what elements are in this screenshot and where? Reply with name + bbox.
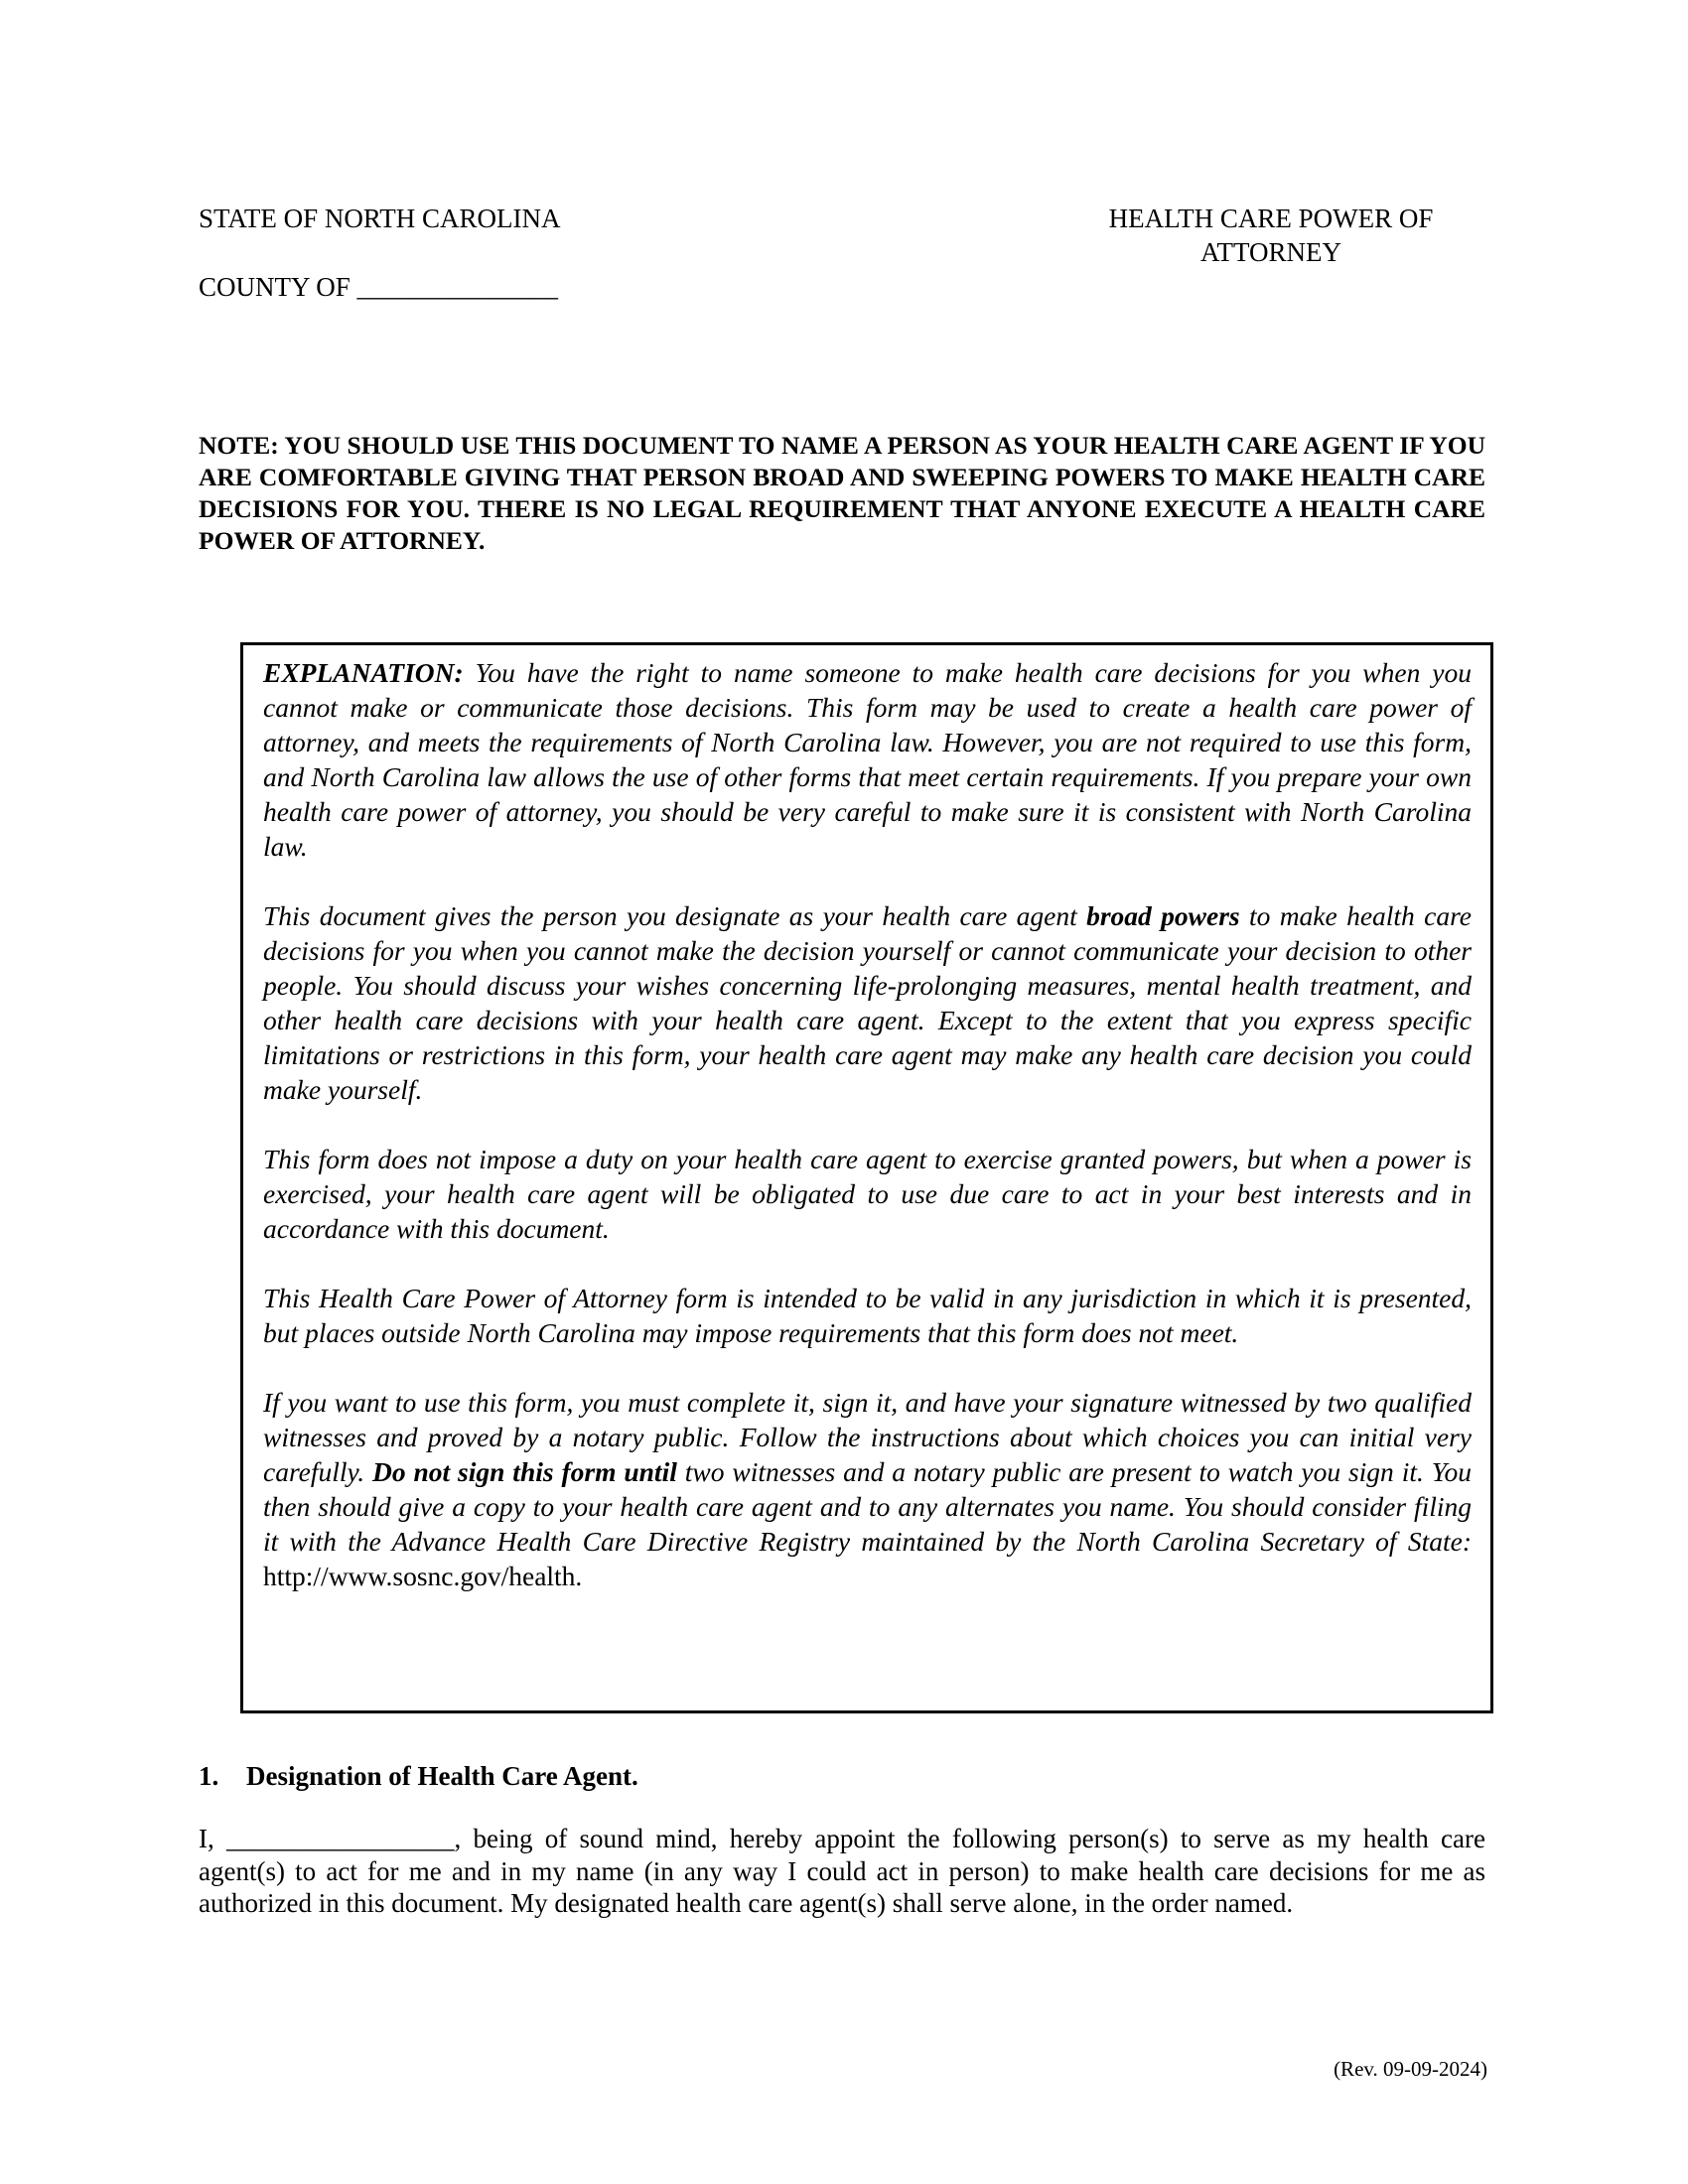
broad-powers-emphasis: broad powers [1086, 900, 1240, 931]
explanation-p2-before: This document gives the person you designate as your health care agent [263, 900, 1087, 931]
state-heading: STATE OF NORTH CAROLINA [199, 204, 561, 233]
explanation-p5-after: two witnesses and a notary public are present to watch you sign it. You then should give a copy to your health care agent and to any alternates you name. You should consider filing it with the Advance Health Care Directive Registry maintained by the North Carolina Secretary of State: [263, 1456, 1473, 1557]
explanation-p1-text: You have the right to name someone to make health care decisions for you when you cannot make or communicate those decisions. This form may be used to create a health care power of attorney, and meets the requirements of North Carolina law. However, you are not required to use this form, and North Carolina law allows the use of other forms that meet certain requirements. If you prepare your own health care power of attorney, you should be very careful to make sure it is consistent with North Carolina law. [263, 657, 1472, 862]
do-not-sign-emphasis: Do not sign this form until [371, 1456, 677, 1487]
explanation-paragraph-4: This Health Care Power of Attorney form is intended to be valid in any jurisdiction in which it is presented, but places outside North Carolina may impose requirements that this form does not meet. [263, 1283, 1472, 1348]
note-paragraph: NOTE: YOU SHOULD USE THIS DOCUMENT TO NAME A PERSON AS YOUR HEALTH CARE AGENT IF YOU ARE COMFORTABLE GIVING THAT PERSON BROAD AND SWEEPING POWERS TO MAKE HEALTH CARE DECISIONS FOR YOU. THERE IS NO LEGAL REQUIREMENT THAT ANYONE EXECUTE A HEALTH CARE POWER OF ATTORNEY. [199, 431, 1485, 555]
explanation-p2-after: to make health care decisions for you when you cannot make the decision yourself or cannot communicate your decision to other people. You should discuss your wishes concerning life-prolonging measures, mental health treatment, and other health care decisions with your health care agent. Except to the extent that you express specific limitations or restrictions in this form, your health care agent may make any health care decision you could make yourself. [263, 900, 1472, 1105]
section-1-number: 1. [199, 1761, 219, 1791]
document-title [1057, 202, 1484, 269]
registry-url: http://www.sosnc.gov/health. [263, 1561, 583, 1591]
revision-date: (Rev. 09-09-2024) [1334, 2057, 1487, 2081]
section-1-heading [199, 1759, 638, 1793]
section-1-title: Designation of Health Care Agent. [246, 1761, 638, 1791]
explanation-paragraph-5 [263, 1385, 1472, 1593]
document-title-line-2: ATTORNEY [1199, 237, 1341, 267]
county-field: COUNTY OF _______________ [199, 272, 559, 302]
explanation-paragraph-2 [263, 898, 1472, 1107]
explanation-box [240, 642, 1493, 1713]
explanation-p5-before: If you want to use this form, you must complete it, sign it, and have your signature witnessed by two qualified witnesses and proved by a notary public. Follow the instructions about which choices you can initial very carefully. [263, 1387, 1472, 1487]
document-title-line-1: HEALTH CARE POWER OF [1108, 204, 1434, 233]
designation-paragraph: I, _________________, being of sound mind, hereby appoint the following person(s) to serve as my health care agent(s) to act for me and in my name (in any way I could act in person) to make health care decisions for me as authorized in this document. My designated health care agent(s) shall serve alone, in the order named. [199, 1824, 1485, 1918]
explanation-lead: EXPLANATION: [263, 657, 464, 688]
explanation-paragraph-3: This form does not impose a duty on your health care agent to exercise granted powers, but when a power is exercised, your health care agent will be obligated to use due care to act in your best interests and in accordance with this document. [263, 1144, 1472, 1244]
explanation-paragraph-1 [263, 655, 1472, 864]
